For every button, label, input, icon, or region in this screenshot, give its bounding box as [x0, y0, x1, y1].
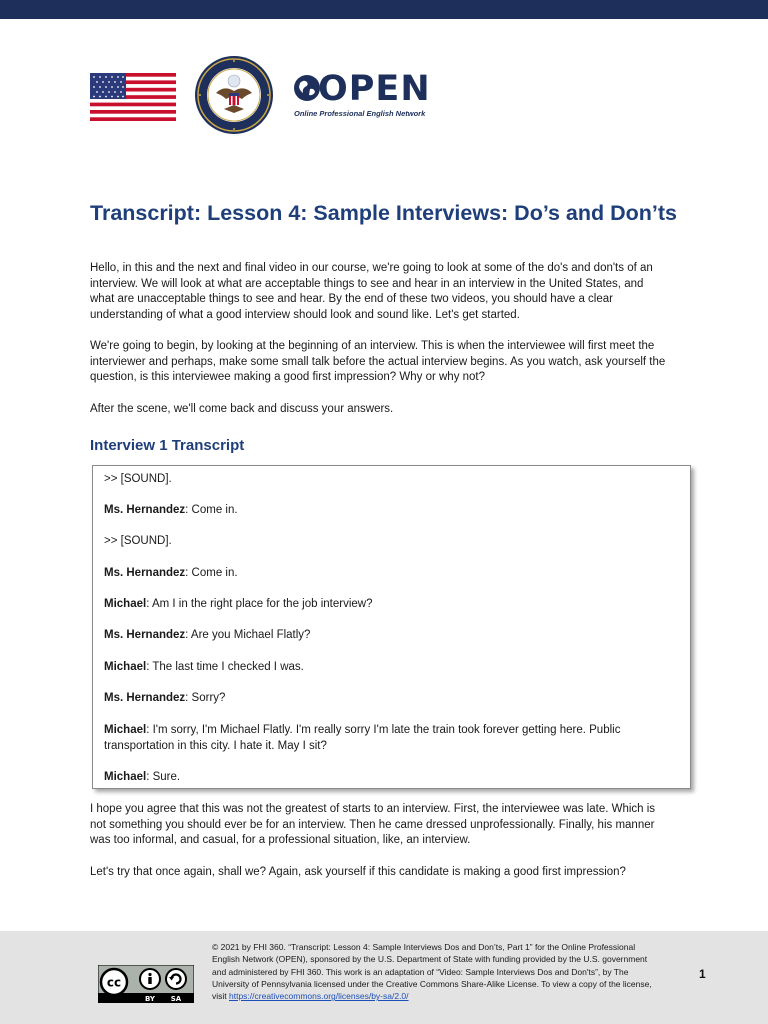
- transcript-line: [104, 659, 679, 675]
- speaker: Michael: [104, 598, 147, 610]
- page-footer: [0, 931, 768, 1024]
- utterance: >> [SOUND].: [104, 473, 172, 485]
- transcript-line: [104, 690, 679, 706]
- svg-text:cc: cc: [106, 975, 122, 990]
- cc-by-label: BY: [144, 995, 156, 1003]
- utterance: : Are you Michael Flatly?: [185, 629, 311, 641]
- speaker: Michael: [104, 771, 147, 783]
- transcript-line: [104, 565, 679, 581]
- utterance: : The last time I checked I was.: [146, 661, 304, 673]
- open-logo: [292, 69, 432, 119]
- open-wordmark: OPEN: [318, 69, 431, 109]
- intro-paragraph-2: We're going to begin, by looking at the beginning of an interview. This is when the interviewee will first meet the interviewer and perhaps, make some small talk before the actual interview begins. As you watch, ask yourself the question, is this interviewee making a good first impression? Why or why not?: [90, 340, 666, 383]
- copyright-credit: [212, 941, 662, 1002]
- speaker: Ms. Hernandez: [104, 629, 186, 641]
- page-title: Transcript: Lesson 4: Sample Interviews: Do’s and Don’ts: [90, 201, 678, 225]
- us-flag-icon: [90, 73, 176, 121]
- section-heading: Interview 1 Transcript: [90, 437, 245, 454]
- transcript-line: [104, 596, 679, 612]
- page-number: 1: [699, 967, 706, 981]
- utterance: : Am I in the right place for the job interview?: [146, 598, 373, 610]
- utterance: : Sorry?: [185, 692, 226, 704]
- intro-paragraph-3: After the scene, we'll come back and discuss your answers.: [90, 403, 394, 415]
- intro-paragraph-1: Hello, in this and the next and final video in our course, we're going to look at some of the do's and don'ts of an interview. We will look at what are acceptable things to see and hear in an interview in the United States, and what are unacceptable things to see and hear. By the end of these two videos, you should have a clear understanding of what a good interview should look and sound like. Let's get started.: [90, 262, 653, 321]
- license-link[interactable]: https://creativecommons.org/licenses/by-sa/2.0/: [229, 991, 409, 1002]
- transcript-line: [104, 769, 679, 785]
- speaker: Ms. Hernandez: [104, 504, 186, 516]
- utterance: : Come in.: [185, 504, 238, 516]
- transcript-box: [92, 465, 691, 789]
- utterance: : I'm sorry, I'm Michael Flatly. I'm really sorry I'm late the train took forever getting here. Public transportation in this city. I hate it. May I sit?: [104, 724, 621, 752]
- speaker: Ms. Hernandez: [104, 567, 186, 579]
- cc-by-sa-license-icon: [98, 965, 194, 1003]
- transcript-line: [104, 471, 679, 487]
- transcript-line: [104, 722, 679, 754]
- cc-sa-label: SA: [170, 995, 182, 1003]
- department-of-state-seal-icon: [194, 55, 274, 135]
- open-subtitle: Online Professional English Network: [294, 109, 426, 118]
- speaker: Ms. Hernandez: [104, 692, 186, 704]
- speaker: Michael: [104, 661, 147, 673]
- transcript-line: [104, 627, 679, 643]
- header-logos: [90, 55, 490, 140]
- utterance: : Sure.: [146, 771, 181, 783]
- credit-text: © 2021 by FHI 360. “Transcript: Lesson 4: Sample Interviews Dos and Don’ts, Part 1” for the Online Professional English Network (OPEN), sponsored by the U.S. Department of State with funding provided by the U.S. government and administered by FHI 360. This work is an adaptation of “Video: Sample Interviews Dos and Don'ts”, by The University of Pennsylvania licensed under the Creative Commons Share-Alike License. To view a copy of the license, visit: [212, 942, 652, 1002]
- transcript-line: [104, 533, 679, 549]
- utterance: >> [SOUND].: [104, 535, 172, 547]
- utterance: : Come in.: [185, 567, 238, 579]
- speaker: Michael: [104, 724, 147, 736]
- outro-paragraph-2: Let's try that once again, shall we? Again, ask yourself if this candidate is making a good first impression?: [90, 866, 626, 878]
- transcript-line: [104, 502, 679, 518]
- top-banner-bar: [0, 0, 768, 19]
- outro-paragraph-1: I hope you agree that this was not the greatest of starts to an interview. First, the interviewee was late. Which is not something you should ever be for an interview. Then he came dressed unprofessionally. Finally, his manner was too informal, and casual, for a professional situation, like, an interview.: [90, 803, 656, 846]
